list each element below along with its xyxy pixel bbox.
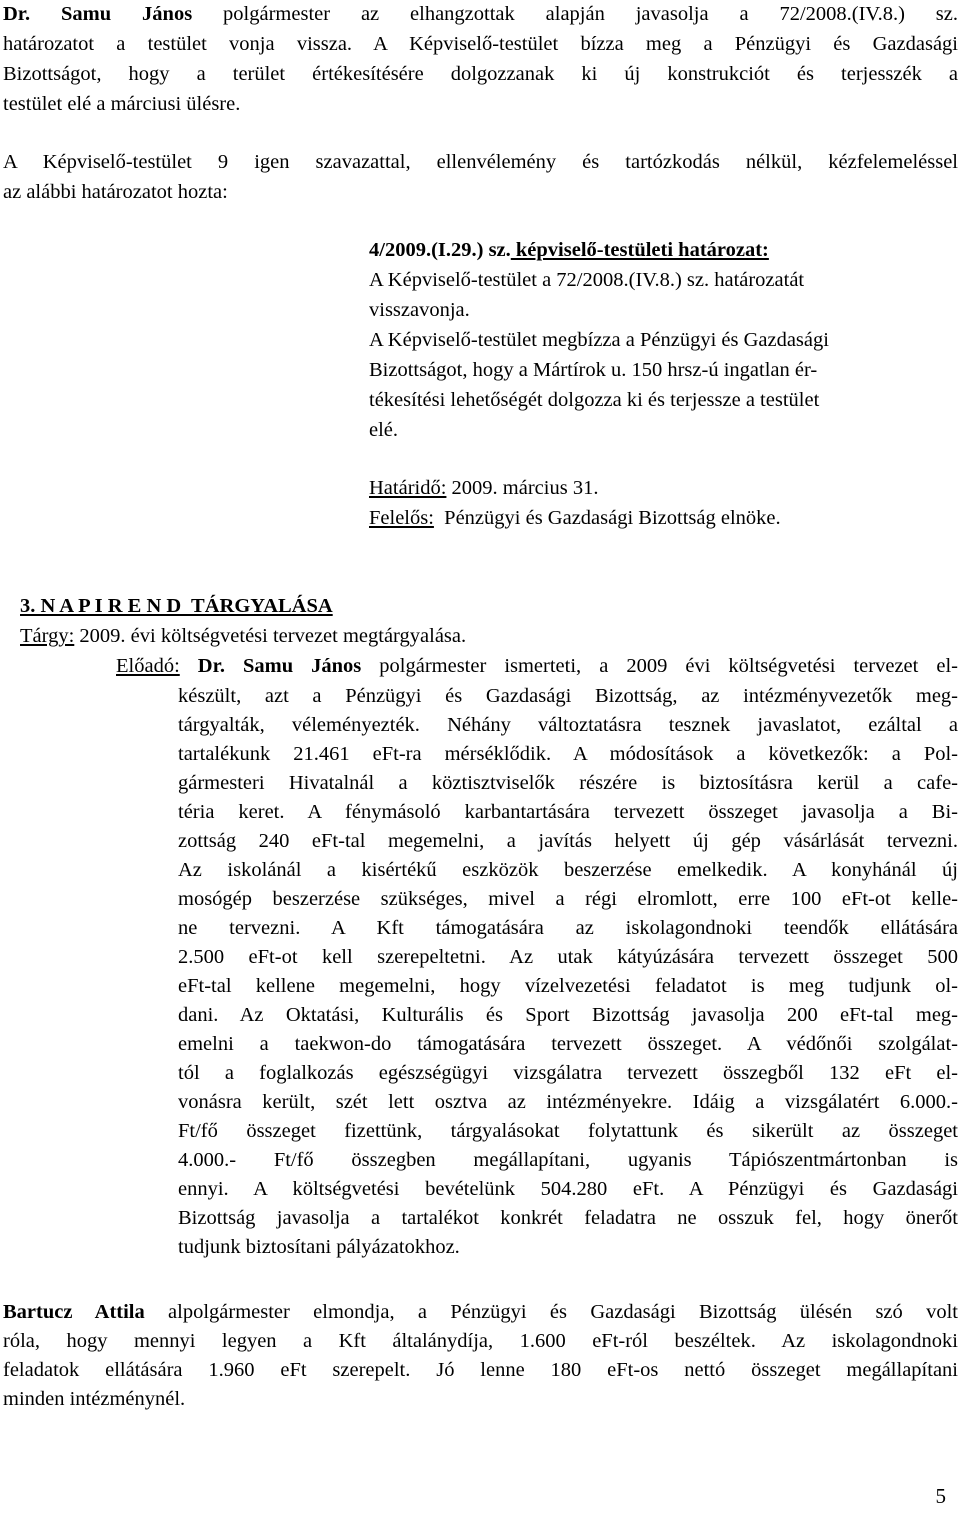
body-line: dani. Az Oktatási, Kulturális és Sport Bizottság javasolja 200 eFt-tal meg- bbox=[178, 1004, 958, 1026]
vote-line-1: A Képviselő-testület 9 igen szavazattal, ellenvélemény és tartózkodás nélkül, kézfelemeléssel bbox=[3, 151, 958, 173]
agenda-presenter: Előadó: Dr. Samu János polgármester ismerteti, a 2009 évi költségvetési tervezet el- bbox=[116, 655, 958, 677]
body-line: ennyi. A költségvetési bevételünk 504.280 eFt. A Pénzügyi és Gazdasági bbox=[178, 1178, 958, 1200]
body-line: tartalékunk 21.461 eFt-ra mérséklődik. A módosítások a következők: a Pol- bbox=[178, 743, 958, 765]
intro-line-4: testület elé a márciusi ülésre. bbox=[3, 93, 241, 115]
body-line: Bizottság javasolja a tartalékot konkrét feladatra ne osszuk fel, hogy önerőt bbox=[178, 1207, 958, 1229]
body-line: zottság 240 eFt-tal megemelni, a javítás helyett új gép vásárlását tervezni. bbox=[178, 830, 958, 852]
resolution-line-1: A Képviselő-testület a 72/2008.(IV.8.) sz. határozatát bbox=[369, 269, 805, 291]
resolution-line-3: A Képviselő-testület megbízza a Pénzügyi és Gazdasági bbox=[369, 329, 829, 351]
agenda-heading: 3. N A P I R E N D TÁRGYALÁSA bbox=[20, 595, 333, 617]
body-line: 4.000.- Ft/fő összegben megállapítani, ugyanis Tápiószentmártonban is bbox=[178, 1149, 958, 1171]
bartucz-line-1: Bartucz Attila alpolgármester elmondja, a Pénzügyi és Gazdasági Bizottság ülésén szó volt bbox=[3, 1301, 958, 1323]
resolution-line-4: Bizottságot, hogy a Mártírok u. 150 hrsz-ú ingatlan ér- bbox=[369, 359, 818, 381]
body-line: Az iskolánál a kisértékű eszközök beszerzése emelkedik. A konyhánál új bbox=[178, 859, 958, 881]
body-line: készült, azt a Pénzügyi és Gazdasági Bizottság, az intézményvezetők meg- bbox=[178, 685, 958, 707]
body-line: eFt-tal kellene megemelni, hogy vízelvezetési feladatot is meg tudjunk ol- bbox=[178, 975, 958, 997]
page-number: 5 bbox=[935, 1484, 946, 1508]
body-line: gármesteri Hivatalnál a köztisztviselők részére is biztosításra kerül a cafe- bbox=[178, 772, 958, 794]
agenda-subject: Tárgy: 2009. évi költségvetési tervezet megtárgyalása. bbox=[20, 625, 467, 647]
intro-line-1: Dr. Samu János polgármester az elhangzottak alapján javasolja a 72/2008.(IV.8.) sz. bbox=[3, 3, 958, 25]
body-line: vonásra került, szét lett osztva az intézményekre. Idáig a vizsgálatért 6.000.- bbox=[178, 1091, 958, 1113]
bartucz-line-4: minden intézménynél. bbox=[3, 1388, 186, 1410]
body-line: téria keret. A fénymásoló karbantartására tervezett összeget javasolja a Bi- bbox=[178, 801, 958, 823]
bartucz-line-3: feladatok ellátására 1.960 eFt szerepelt. Jó lenne 180 eFt-os nettó összeget megállapítani bbox=[3, 1359, 958, 1381]
body-line: Ft/fő összeget fizettünk, tárgyalásokat folytattunk és sikerült az összeget bbox=[178, 1120, 958, 1142]
body-line: emelni a taekwon-do támogatására tervezett összeget. A védőnői szolgálat- bbox=[178, 1033, 958, 1055]
resolution-title: 4/2009.(I.29.) sz. képviselő-testületi határozat: bbox=[369, 239, 769, 261]
bartucz-line-2: róla, hogy mennyi legyen a Kft általánydíja, 1.600 eFt-ról beszéltek. Az iskolagondnoki bbox=[3, 1330, 958, 1352]
intro-line-3: Bizottságot, hogy a terület értékesítésére dolgozzanak ki új konstrukciót és terjesszék a bbox=[3, 63, 958, 85]
vote-line-2: az alábbi határozatot hozta: bbox=[3, 181, 228, 203]
body-line: tudjunk biztosítani pályázatokhoz. bbox=[178, 1236, 460, 1258]
resolution-line-2: visszavonja. bbox=[369, 299, 470, 321]
body-line: 2.500 eFt-ot kell szerepeltetni. Az utak kátyúzására tervezett összeget 500 bbox=[178, 946, 958, 968]
resolution-line-5: tékesítési lehetőségét dolgozza ki és terjessze a testület bbox=[369, 389, 820, 411]
resolution-line-6: elé. bbox=[369, 419, 399, 441]
intro-line-2: határozatot a testület vonja vissza. A Képviselő-testület bízza meg a Pénzügyi és Gazdasági bbox=[3, 33, 958, 55]
body-line: ne tervezni. A Kft támogatására az iskolagondnoki teendők ellátására bbox=[178, 917, 958, 939]
speaker-name: Bartucz Attila bbox=[3, 1301, 145, 1323]
speaker-name: Dr. Samu János bbox=[3, 3, 193, 25]
body-line: tól a foglalkozás egészségügyi vizsgálatra tervezett összegből 132 eFt el- bbox=[178, 1062, 958, 1084]
resolution-responsible: Felelős: Pénzügyi és Gazdasági Bizottság elnöke. bbox=[369, 507, 781, 529]
resolution-deadline: Határidő: 2009. március 31. bbox=[369, 477, 599, 499]
body-line: tárgyalták, véleményezték. Néhány változtatásra tesznek javaslatot, ezáltal a bbox=[178, 714, 958, 736]
body-line: mosógép beszerzése szükséges, mivel a régi elromlott, erre 100 eFt-ot kelle- bbox=[178, 888, 958, 910]
